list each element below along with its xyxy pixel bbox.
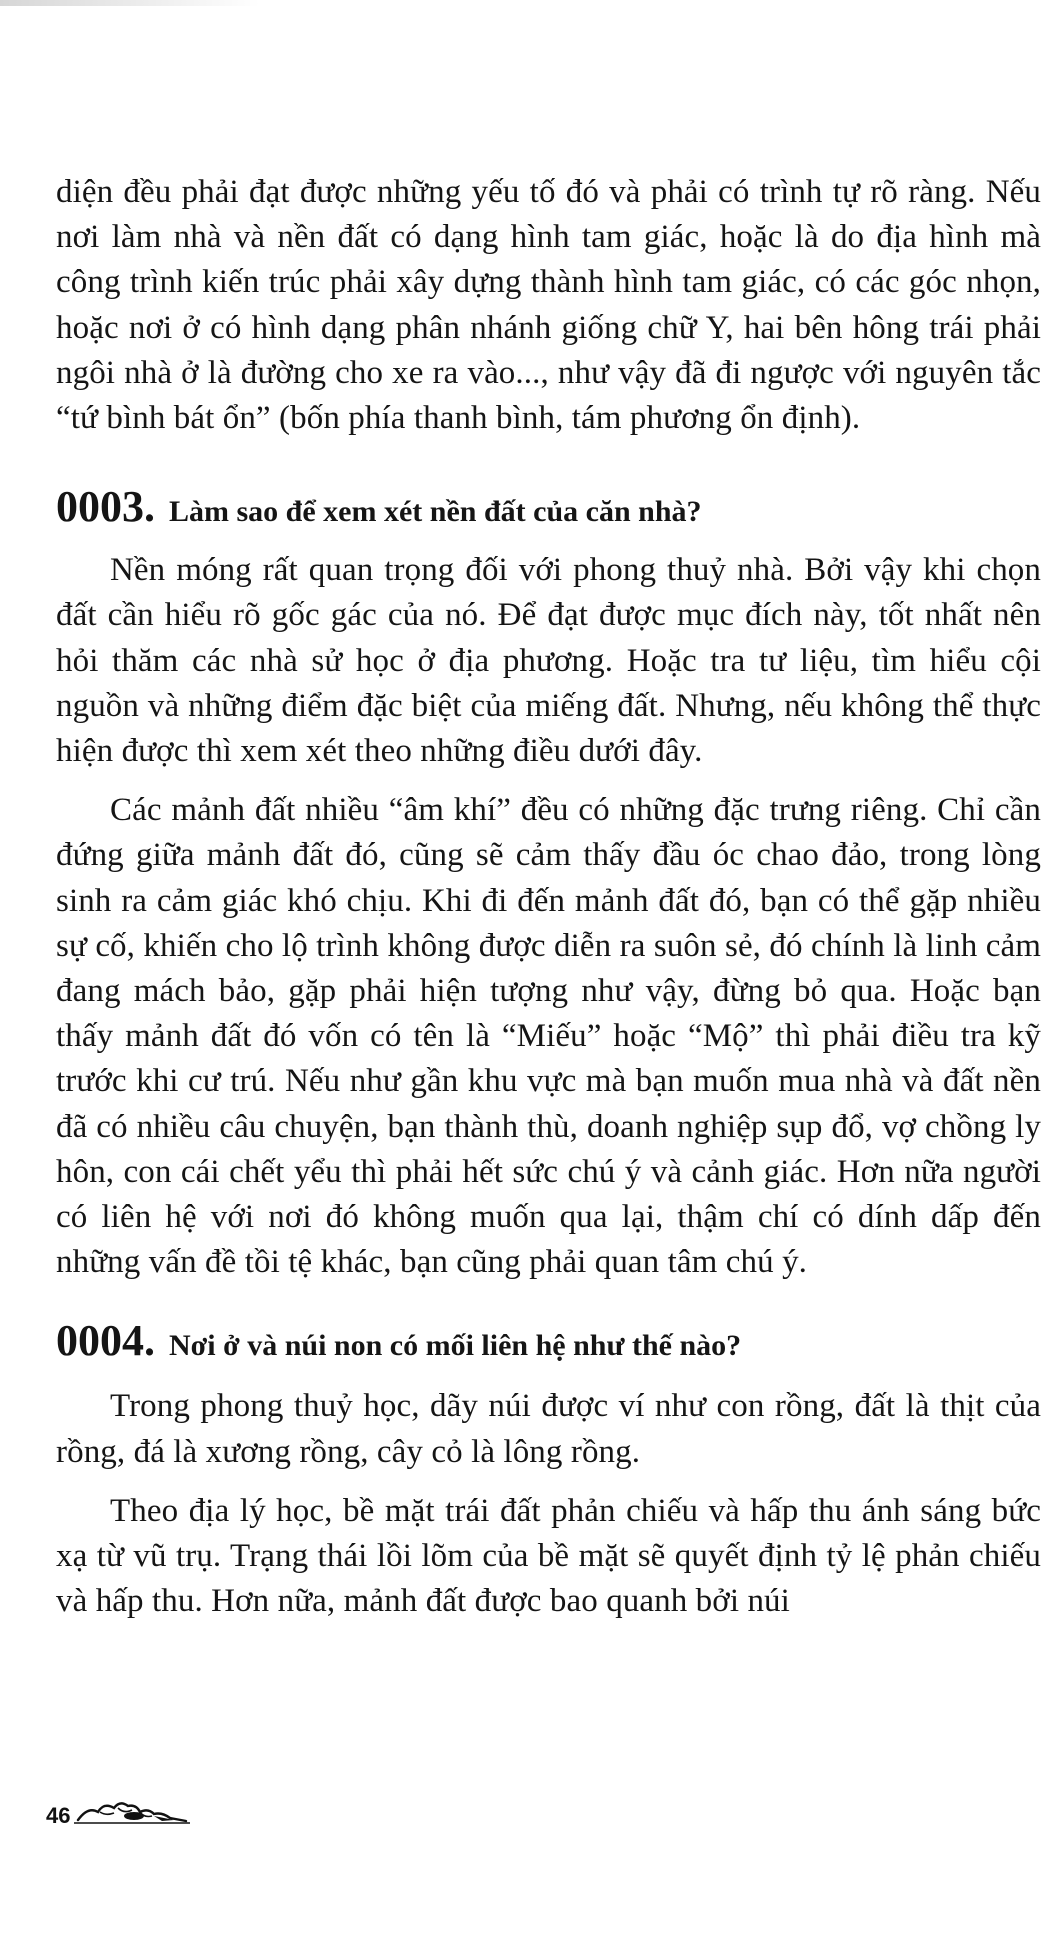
paragraph: Nền móng rất quan trọng đối với phong thuỷ nhà. Bởi vậy khi chọn đất cần hiểu rõ gốc gác của nó. Để đạt được mục đích này, tốt nhất nên hỏi thăm các nhà sử học ở địa phương. Hoặc tra tư liệu, tìm hiểu cội nguồn và những điểm đặc biệt của miếng đất. Nhưng, nếu không thể thực hiện được thì xem xét theo những điều dưới đây. [56,552,1041,770]
section-heading-0003 [56,481,1041,532]
section-title: Nơi ở và núi non có mối liên hệ như thế nào? [169,1329,742,1363]
paragraph-continued: diện đều phải đạt được những yếu tố đó và phải có trình tự rõ ràng. Nếu nơi làm nhà và nền đất có dạng hình tam giác, hoặc là do địa hình mà công trình kiến trúc phải xây dựng thành hình tam giác, có các góc nhọn, hoặc nơi ở có hình dạng phân nhánh giống chữ Y, hai bên hông trái phải ngôi nhà ở là đường cho xe ra vào..., như vậy đã đi ngược với nguyên tắc “tứ bình bát ổn” (bốn phía thanh bình, tám phương ổn định). [56,174,1041,437]
section-number: 0003. [56,482,155,532]
section-number: 0004. [56,1316,155,1366]
section-heading-0004 [56,1315,1041,1366]
page-footer [46,1794,192,1829]
paragraph: Theo địa lý học, bề mặt trái đất phản chiếu và hấp thu ánh sáng bức xạ từ vũ trụ. Trạng thái lồi lõm của bề mặt sẽ quyết định tỷ lệ phản chiếu và hấp thu. Hơn nữa, mảnh đất được bao quanh bởi núi [56,1492,1041,1620]
page-number: 46 [46,1803,71,1828]
paragraph: Các mảnh đất nhiều “âm khí” đều có những đặc trưng riêng. Chỉ cần đứng giữa mảnh đất đó, cũng sẽ cảm thấy đầu óc chao đảo, trong lòng sinh ra cảm giác khó chịu. Khi đi đến mảnh đất đó, bạn có thể gặp nhiều sự cố, khiến cho lộ trình không được diễn ra suôn sẻ, đó chính là linh cảm đang mách bảo, gặp phải hiện tượng như vậy, đừng bỏ qua. Hoặc bạn thấy mảnh đất đó vốn có tên là “Miếu” hoặc “Mộ” thì phải điều tra kỹ trước khi cư trú. Nếu như gần khu vực mà bạn muốn mua nhà và đất nền đã có nhiều câu chuyện, bạn thành thù, doanh nghiệp sụp đổ, vợ chồng ly hôn, con cái chết yểu thì phải hết sức chú ý và cảnh giác. Hơn nữa người có liên hệ với nơi đó không muốn qua lại, thậm chí có dính dấp đến những vấn đề tồi tệ khác, bạn cũng phải quan tâm chú ý. [56,792,1041,1281]
book-page [56,170,1041,1638]
section-title: Làm sao để xem xét nền đất của căn nhà? [169,495,702,529]
dragon-ornament-icon [74,1794,192,1829]
scan-edge-shadow [0,0,260,6]
paragraph: Trong phong thuỷ học, dãy núi được ví như con rồng, đất là thịt của rồng, đá là xương rồng, cây cỏ là lông rồng. [56,1388,1041,1470]
